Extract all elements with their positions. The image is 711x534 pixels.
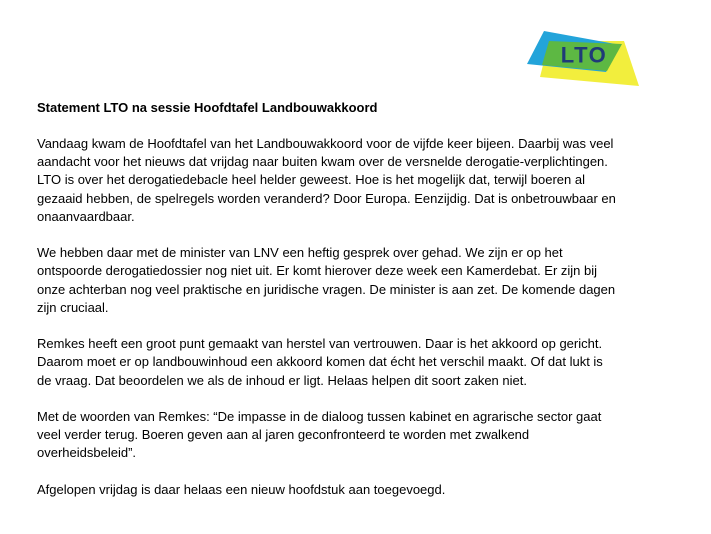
text-line: Vandaag kwam de Hoofdtafel van het Landbouwakkoord voor de vijfde keer bijeen. Daarbij was veel xyxy=(37,136,614,151)
text-line: veel verder terug. Boeren geven aan al jaren geconfronteerd te worden met zwalkend xyxy=(37,427,530,443)
document-title: Statement LTO na sessie Hoofdtafel Landbouwakkoord xyxy=(37,100,378,115)
text-line: Daarom moet er op landbouwinhoud een akkoord komen dat écht het verschil maakt. Of dat lukt is xyxy=(37,354,603,370)
paragraph-3 xyxy=(37,335,652,390)
text-line: onaanvaardbaar. xyxy=(37,208,135,224)
text-line: LTO is over het derogatiedebacle heel helder geweest. Hoe is het mogelijk dat, terwijl boeren al xyxy=(37,172,585,188)
paragraph-1 xyxy=(37,135,652,226)
paragraph-5 xyxy=(37,481,652,499)
text-line: de vraag. Dat beoordelen we als de inhoud er ligt. Helaas helpen dit soort zaken niet. xyxy=(37,372,527,388)
text-line: Afgelopen vrijdag is daar helaas een nieuw hoofdstuk aan toegevoegd. xyxy=(37,481,446,497)
text-line: Remkes heeft een groot punt gemaakt van herstel van vertrouwen. Daar is het akkoord op gericht. xyxy=(37,336,603,352)
statement-document xyxy=(37,99,652,517)
text-line: gezaaid hebben, de spelregels worden veranderd? Door Europa. Eenzijdig. Dat is onbetrouwbaar en xyxy=(37,190,616,206)
text-line: aandacht voor het nieuws dat vrijdag naar buiten kwam over de versnelde derogatie-verplichtingen. xyxy=(37,154,608,170)
text-line: zijn cruciaal. xyxy=(37,299,109,315)
lto-logo-graphic xyxy=(527,31,639,89)
logo-text: LTO xyxy=(560,42,608,68)
text-line: ontspoorde derogatiedossier nog niet uit. Er komt hierover deze week een Kamerdebat. Er zijn bij xyxy=(37,263,598,279)
text-line: onze achterban nog veel praktische en juridische vragen. De minister is aan zet. De komende dagen xyxy=(37,281,616,297)
text-line: Met de woorden van Remkes: “De impasse in de dialoog tussen kabinet en agrarische sector gaat xyxy=(37,409,602,424)
paragraph-4 xyxy=(37,408,652,463)
text-line: We hebben daar met de minister van LNV een heftig gesprek over gehad. We zijn er op het xyxy=(37,245,563,261)
lto-logo xyxy=(527,31,639,89)
paragraph-2 xyxy=(37,244,652,317)
text-line: overheidsbeleid”. xyxy=(37,445,137,461)
